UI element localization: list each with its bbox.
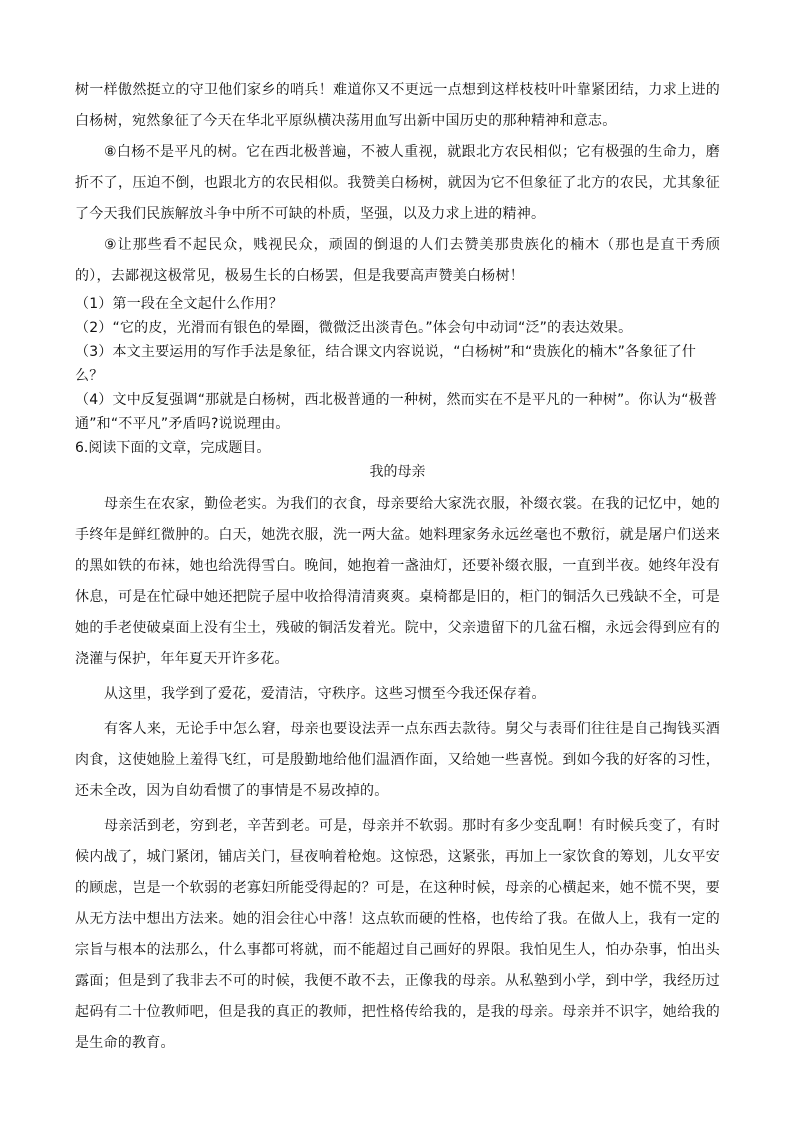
article-paragraph-1: 母亲生在农家，勤俭老实。为我们的衣食，母亲要给大家洗衣服，补缀衣裳。在我的记忆中，她的手终年是鲜红微肿的。白天，她洗衣服，洗一两大盆。她料理家务永远丝毫也不敷衍，就是屠户们送来的黑如铁的布袜，她也给洗得雪白。晚间，她抱着一盏油灯，还要补缀衣服，一直到半夜。她终年没有休息，可是在忙碌中她还把院子屋中收拾得清清爽爽。桌椅都是旧的，柜门的铜活久已残缺不全，可是她的手老使破桌面上没有尘土，残破的铜活发着光。院中，父亲遗留下的几盆石榴，永远会得到应有的浇灌与保护，年年夏天开许多花。 xyxy=(75,496,720,667)
question-list xyxy=(75,292,720,436)
article-title: 我的母亲 xyxy=(369,464,426,480)
question-6-heading: 6.阅读下面的文章，完成题目。 xyxy=(75,440,271,456)
passage-paragraph-tail: 树一样傲然挺立的守卫他们家乡的哨兵！难道你又不更远一点想到这样枝枝叶叶靠紧团结，力求上进的白杨树，宛然象征了今天在华北平原纵横决荡用血写出新中国历史的那种精神和意志。 xyxy=(75,82,720,129)
question-item: （3）本文主要运用的写作手法是象征，结合课文内容说说，“白杨树”和“贵族化的楠木”各象征了什么？ xyxy=(75,344,697,384)
question-item: （2）“它的皮，光滑而有银色的晕圈，微微泛出淡青色。”体会句中动词“泛”的表达效果。 xyxy=(75,320,633,336)
article-paragraph-3: 有客人来，无论手中怎么窘，母亲也要设法弄一点东西去款待。舅父与表哥们往往是自己掏钱买酒肉食，这使她脸上羞得飞红，可是殷勤地给他们温酒作面，又给她一些喜悦。到如今我的好客的习性，还未全改，因为自幼看惯了的事情是不易改掉的。 xyxy=(75,721,720,799)
passage-paragraph-9: ⑨让那些看不起民众，贱视民众，顽固的倒退的人们去赞美那贵族化的楠木（那也是直干秀颀的），去鄙视这极常见，极易生长的白杨罢，但是我要高声赞美白杨树！ xyxy=(75,237,720,284)
passage-paragraph-8: ⑧白杨不是平凡的树。它在西北极普遍，不被人重视，就跟北方农民相似；它有极强的生命力，磨折不了，压迫不倒，也跟北方的农民相似。我赞美白杨树，就因为它不但象征了北方的农民，尤其象征了今天我们民族解放斗争中所不可缺的朴质，坚强，以及力求上进的精神。 xyxy=(75,144,720,222)
document-page xyxy=(75,75,720,1059)
question-item: （1）第一段在全文起什么作用？ xyxy=(75,296,283,312)
article-paragraph-4: 母亲活到老，穷到老，辛苦到老。可是，母亲并不软弱。那时有多少变乱啊！有时候兵变了，有时候内战了，城门紧闭，铺店关门，昼夜响着枪炮。这惊恐，这紧张，再加上一家饮食的筹划，儿女平安的顾虑，岂是一个软弱的老寡妇所能受得起的？可是，在这种时候，母亲的心横起来，她不慌不哭，要从无方法中想出方法来。她的泪会往心中落！这点软而硬的性格，也传给了我。在做人上，我有一定的宗旨与根本的法那么，什么事都可将就，而不能超过自己画好的界限。我怕见生人，怕办杂事，怕出头露面；但是到了我非去不可的时候，我便不敢不去，正像我的母亲。从私塾到小学，到中学，我经历过起码有二十位教师吧，但是我的真正的教师，把性格传给我的，是我的母亲。母亲并不识字，她给我的是生命的教育。 xyxy=(75,818,720,1051)
article-paragraph-2: 从这里，我学到了爱花，爱清洁，守秩序。这些习惯至今我还保存着。 xyxy=(104,686,546,702)
question-item: （4）文中反复强调“那就是白杨树，西北极普通的一种树，然而实在不是平凡的一种树”。你认为“极普通”和“不平凡”矛盾吗?说说理由。 xyxy=(75,392,718,432)
